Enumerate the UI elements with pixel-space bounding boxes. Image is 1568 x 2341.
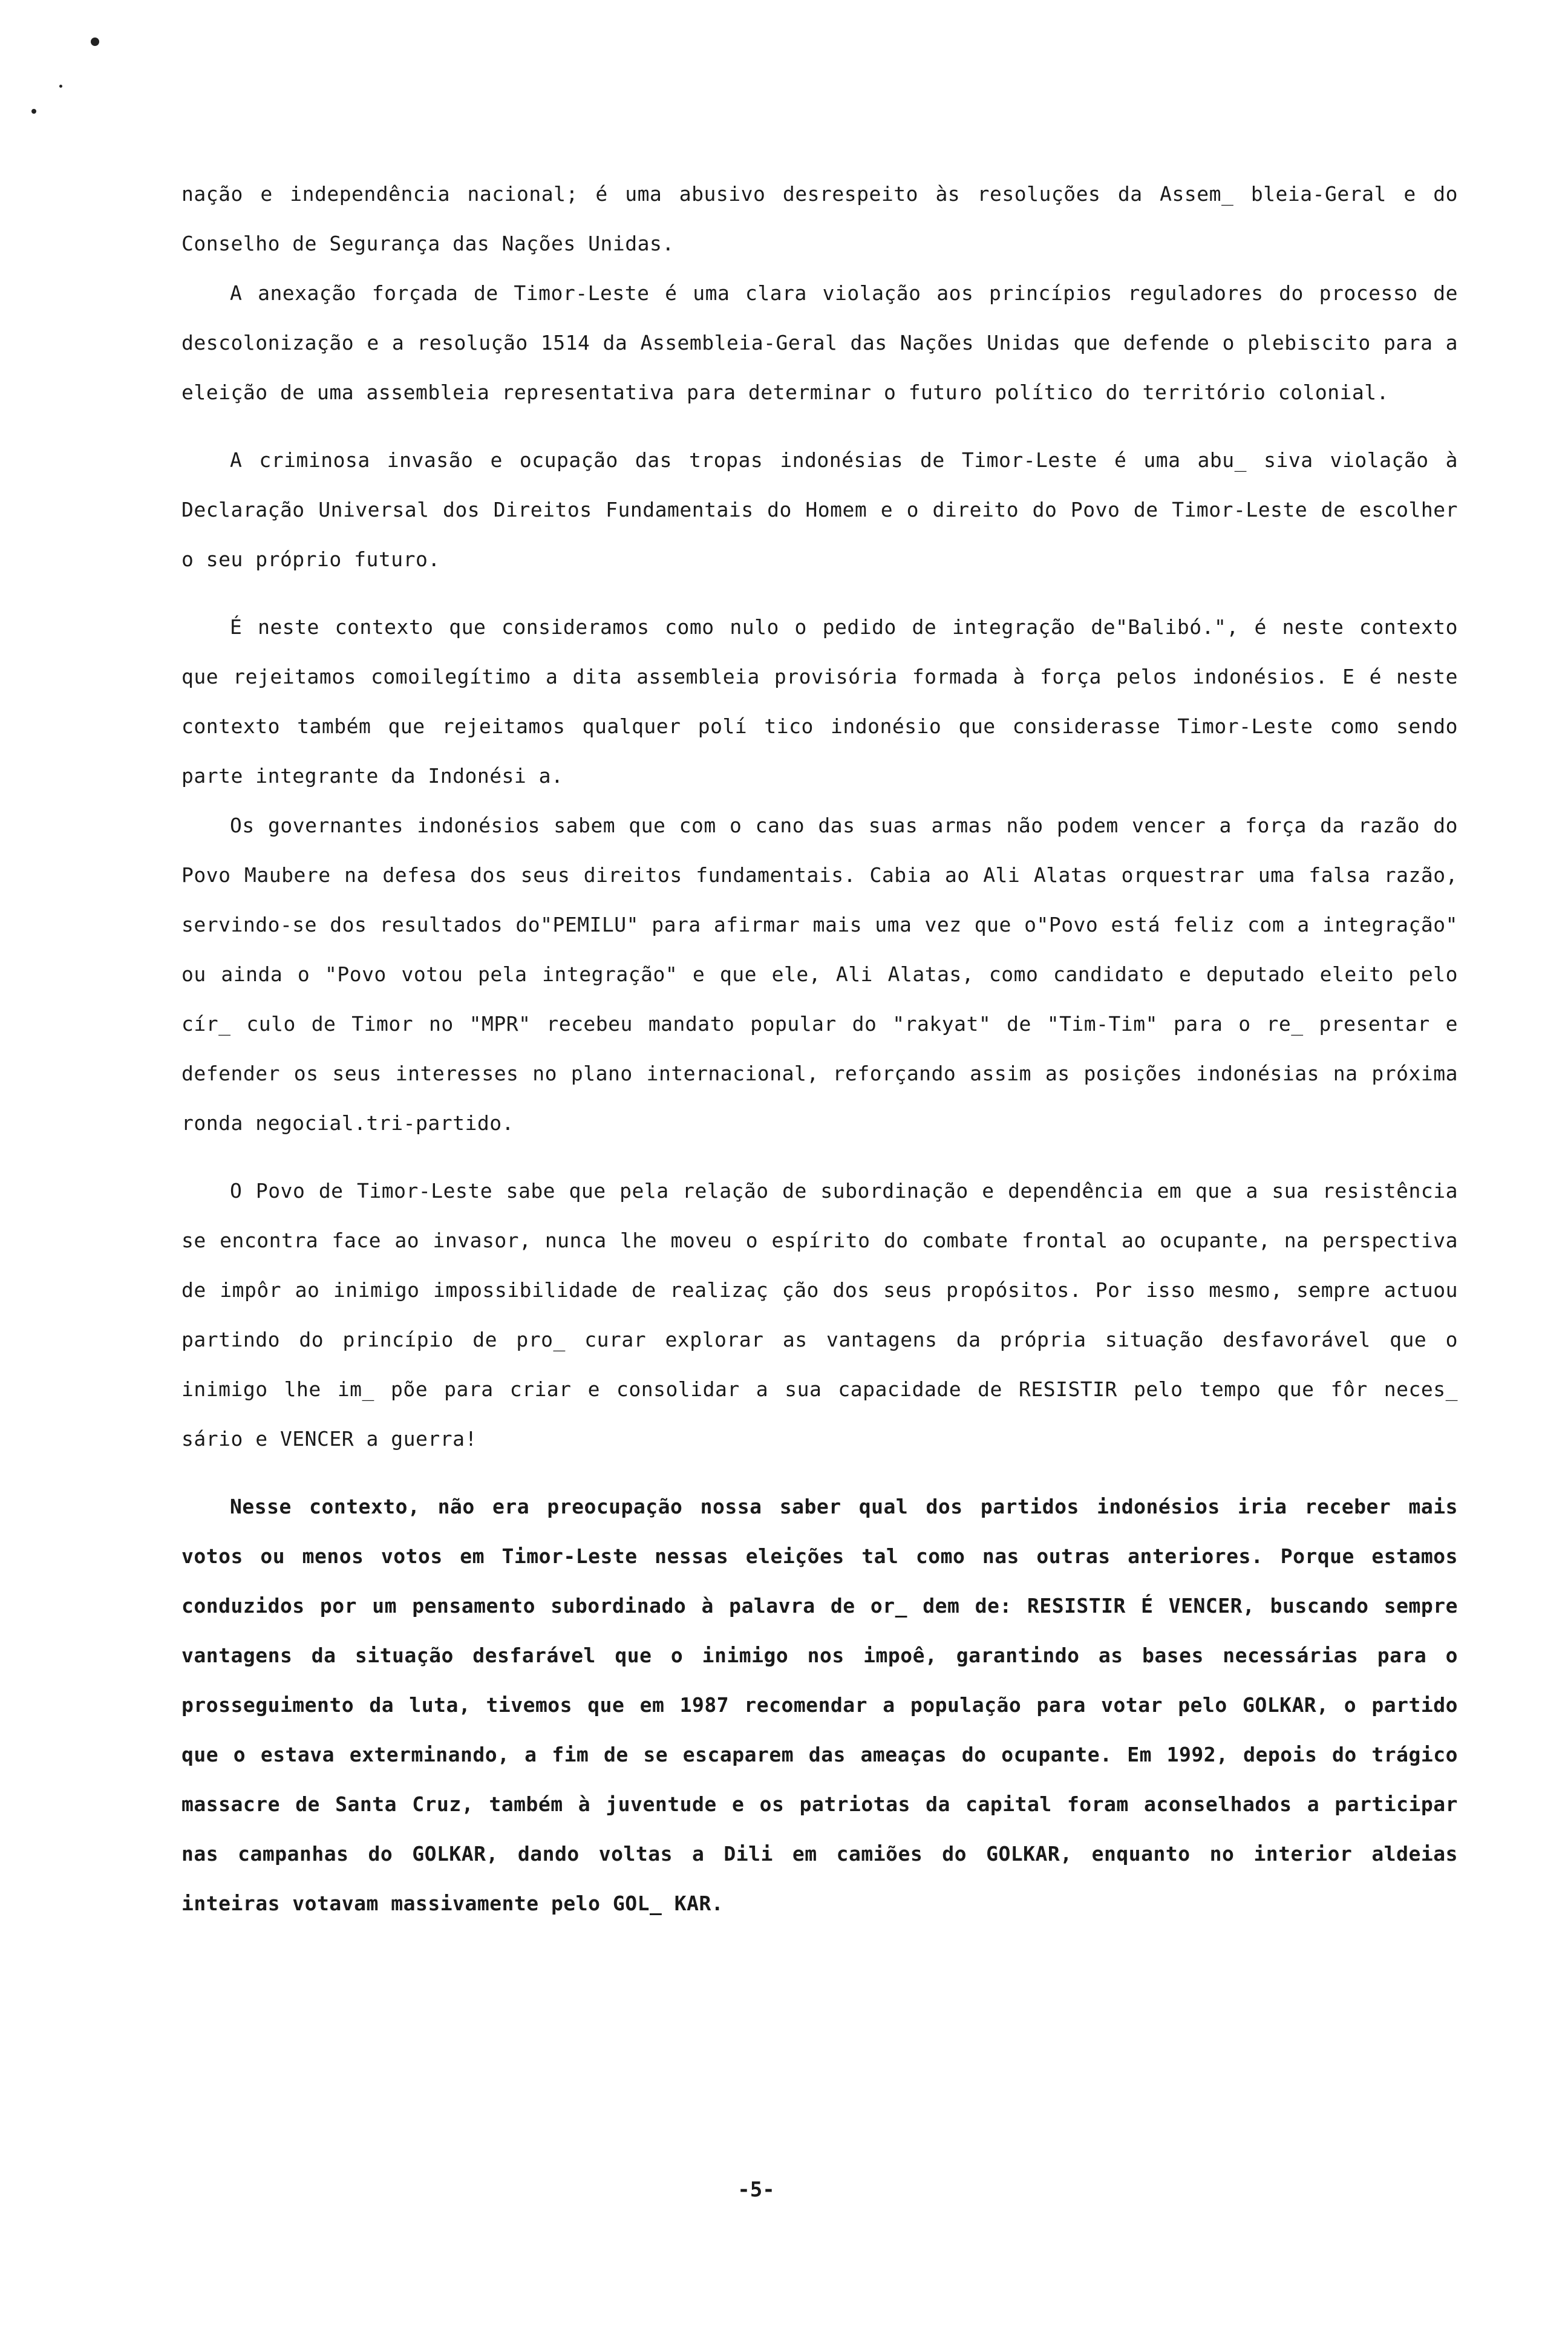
paragraph: Os governantes indonésios sabem que com o cano das suas armas não podem vencer a força da razão do Povo Maubere na defesa dos seus direitos fundamentais. Cabia ao Ali Alatas orquestrar uma falsa razão, servindo-se dos resultados do"PEMILU" para afirmar mais uma vez que o"Povo está feliz com a integração" ou ainda o "Povo votou pela integração" e que ele, Ali Alatas, como candidato e deputado eleito pelo cír_ culo de Timor no "MPR" recebeu mandato popular do "rakyat" de "Tim-Tim" para o re_ presentar e defender os seus interesses no plano internacional, reforçando assim as posições indonésias na próxima ronda negocial.tri-partido.	[181, 814, 1458, 1135]
paragraph: É neste contexto que consideramos como nulo o pedido de integração de"Balibó.", é neste contexto que rejeitamos comoilegítimo a dita assembleia provisória formada à força pelos indonésios. E é neste contexto também que rejeitamos qualquer polí tico indonésio que considerasse Timor-Leste como sendo parte integrante da Indonési a.	[181, 615, 1458, 788]
scan-speck	[91, 38, 99, 46]
scan-speck	[31, 109, 36, 114]
paragraph: nação e independência nacional; é uma abusivo desrespeito às resoluções da Assem_ bleia-Geral e do Conselho de Segurança das Nações Unidas.	[181, 182, 1458, 255]
paragraph: Nesse contexto, não era preocupação nossa saber qual dos partidos indonésios iria receber mais votos ou menos votos em Timor-Leste nessas eleições tal como nas outras anteriores. Porque estamos conduzidos por um pensamento subordinado à palavra de or_ dem de: RESISTIR É VENCER, buscando sempre vantagens da situação desfarável que o inimigo nos impoê, garantindo as bases necessárias para o prosseguimento da luta, tivemos que em 1987 recomendar a população para votar pelo GOLKAR, o partido que o estava exterminando, a fim de se escaparem das ameaças do ocupante. Em 1992, depois do trágico massacre de Santa Cruz, também à juventude e os patriotas da capital foram aconselhados a participar nas campanhas do GOLKAR, dando voltas a Dili em camiões do GOLKAR, enquanto no interior aldeias inteiras votavam massivamente pelo GOL_ KAR.	[181, 1495, 1458, 1915]
paragraph: A anexação forçada de Timor-Leste é uma clara violação aos princípios reguladores do processo de descolonização e a resolução 1514 da Assembleia-Geral das Nações Unidas que defende o plebiscito para a eleição de uma assembleia representativa para determinar o futuro político do território colonial.	[181, 281, 1458, 404]
paragraph: A criminosa invasão e ocupação das tropas indonésias de Timor-Leste é uma abu_ siva violação à Declaração Universal dos Direitos Fundamentais do Homem e o direito do Povo de Timor-Leste de escolher o seu próprio futuro.	[181, 448, 1458, 571]
page-number: -5-	[737, 2178, 775, 2202]
paragraph: O Povo de Timor-Leste sabe que pela relação de subordinação e dependência em que a sua resistência se encontra face ao invasor, nunca lhe moveu o espírito do combate frontal ao ocupante, na perspectiva de impôr ao inimigo impossibilidade de realizaç ção dos seus propósitos. Por isso mesmo, sempre actuou partindo do princípio de pro_ curar explorar as vantagens da própria situação desfavorável que o inimigo lhe im_ põe para criar e consolidar a sua capacidade de RESISTIR pelo tempo que fôr neces_ sário e VENCER a guerra!	[181, 1179, 1458, 1451]
document-body	[181, 169, 1458, 1928]
scan-speck	[59, 85, 62, 88]
